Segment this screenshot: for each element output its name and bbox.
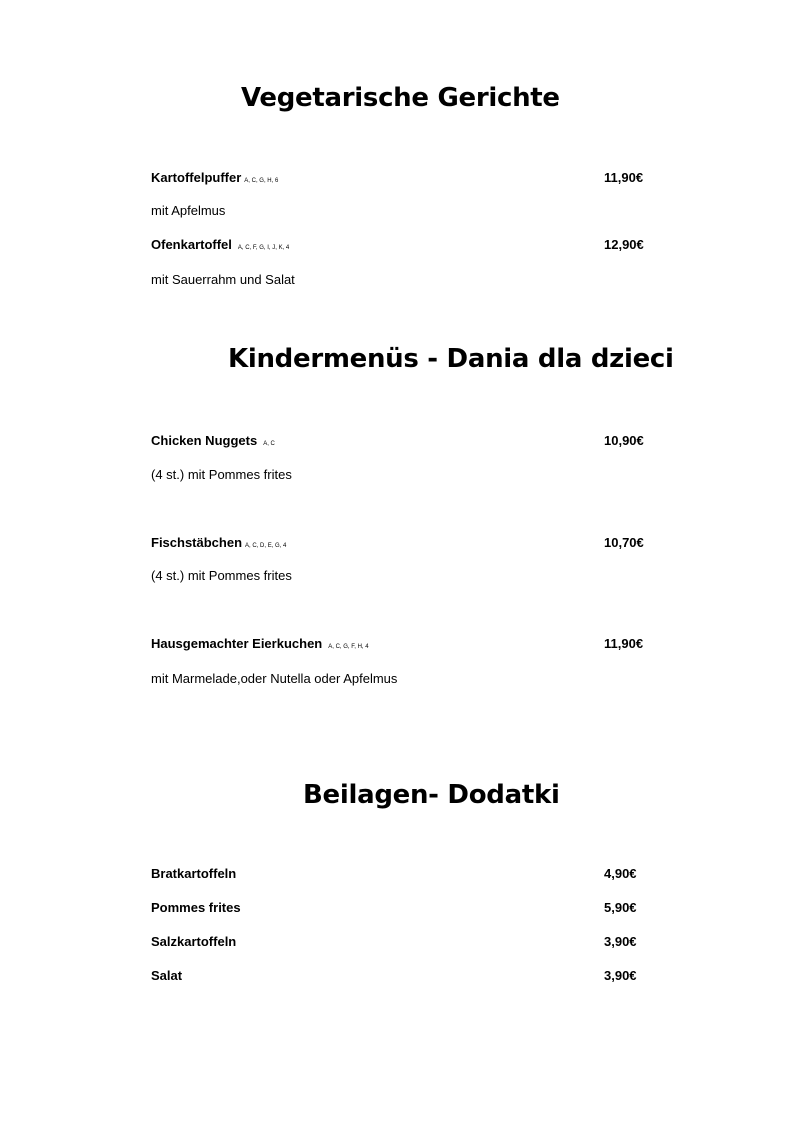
item-name: Ofenkartoffel bbox=[151, 237, 232, 252]
item-name: Bratkartoffeln bbox=[151, 866, 237, 881]
item-name: Pommes frites bbox=[151, 900, 241, 915]
menu-item-eierkuchen bbox=[151, 634, 651, 654]
item-price: 10,90€ bbox=[604, 433, 644, 448]
item-allergens: A, C, G, H, 6 bbox=[244, 178, 279, 184]
item-description: mit Marmelade,oder Nutella oder Apfelmus bbox=[151, 671, 398, 686]
section-title-side-dishes: Beilagen- Dodatki bbox=[303, 780, 560, 810]
menu-item-salat bbox=[151, 966, 651, 986]
item-name: Salzkartoffeln bbox=[151, 934, 237, 949]
menu-item-chicken-nuggets bbox=[151, 431, 651, 451]
item-price: 5,90€ bbox=[604, 900, 637, 915]
section-title-vegetarian: Vegetarische Gerichte bbox=[241, 83, 560, 113]
item-description: (4 st.) mit Pommes frites bbox=[151, 568, 292, 583]
item-name: Kartoffelpuffer bbox=[151, 170, 242, 185]
menu-item-kartoffelpuffer bbox=[151, 168, 651, 188]
item-allergens: A, C, F, G, I, J, K, 4 bbox=[237, 245, 290, 251]
item-name: Salat bbox=[151, 968, 183, 983]
item-price: 11,90€ bbox=[604, 170, 644, 185]
menu-item-bratkartoffeln bbox=[151, 864, 651, 884]
menu-item-fischstaebchen bbox=[151, 533, 651, 553]
item-price: 4,90€ bbox=[604, 866, 637, 881]
item-name: Hausgemachter Eierkuchen bbox=[151, 636, 323, 651]
item-name: Fischstäbchen bbox=[151, 535, 243, 550]
item-price: 11,90€ bbox=[604, 636, 644, 651]
item-allergens: A, C bbox=[263, 441, 275, 447]
item-allergens: A, C, D, E, G, 4 bbox=[245, 543, 287, 549]
item-price: 3,90€ bbox=[604, 968, 637, 983]
item-description: (4 st.) mit Pommes frites bbox=[151, 467, 292, 482]
item-description: mit Apfelmus bbox=[151, 203, 226, 218]
menu-item-ofenkartoffel bbox=[151, 235, 651, 255]
item-price: 12,90€ bbox=[604, 237, 644, 252]
item-name: Chicken Nuggets bbox=[151, 433, 258, 448]
section-title-kids-menu: Kindermenüs - Dania dla dzieci bbox=[228, 344, 674, 374]
menu-item-pommes-frites bbox=[151, 898, 651, 918]
menu-item-salzkartoffeln bbox=[151, 932, 651, 952]
item-description: mit Sauerrahm und Salat bbox=[151, 272, 295, 287]
item-price: 3,90€ bbox=[604, 934, 637, 949]
item-allergens: A, C, G, F, H, 4 bbox=[328, 644, 369, 650]
item-price: 10,70€ bbox=[604, 535, 644, 550]
